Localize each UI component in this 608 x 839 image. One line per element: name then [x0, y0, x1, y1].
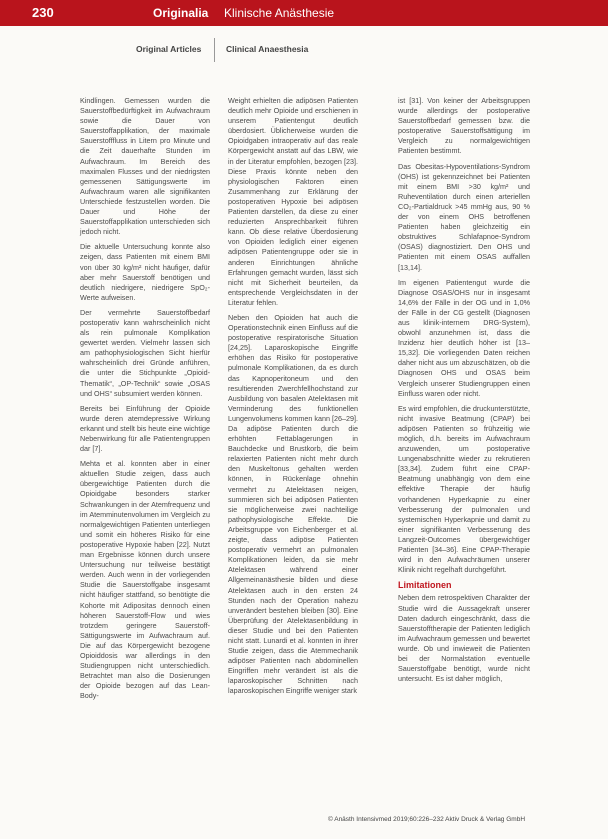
paragraph: Die aktuelle Untersuchung konnte also zeigen, dass Patienten mit einem BMI von über 30 kg/m² nicht häufiger, dafür aber mehr Sauerstoff benötigen und deutlich niedrigere, niedrigere SpO₂-Werte aufweisen.: [80, 242, 210, 302]
section-title: Originalia: [153, 6, 209, 20]
section-heading: Limitationen: [398, 580, 452, 591]
paragraph: Es wird empfohlen, die druckunterstützte, nicht invasive Beatmung (CPAP) bei adipösen Patienten so frühzeitig wie möglich, d.h. bereits im Aufwachraum anzuwenden, um postoperative Lungenabschnitte wieder zu rekrutieren [33,34]. Zudem führt eine CPAP-Beatmung unabhängig von dem eine effektive Therapie der häufig vorhandenen Hyperkapnie zu einer Verbesserung der pulmonalen und systemischen Hyperkapnie und damit zu einer signifikanten Verbesserung des Langzeit-Outcomes übergewichtiger Patienten [34–36]. Eine CPAP-Therapie wird in den Aufwachräumen unserer Klinik nicht regelhaft durchgeführt.: [398, 403, 530, 575]
paragraph: Der vermehrte Sauerstoffbedarf postoperativ kann wahrscheinlich nicht als rein pulmonale Komplikation gewertet werden. Vielmehr lassen sich am pathophysiologischen Sicht hierfür wahrscheinlich drei Gründe anführen, die unter die Stichpunkte „Opioid-Thematik“, „OP-Technik“ sowie „OSAS und OHS“ subsumiert werden können.: [80, 307, 210, 398]
subheader-right: Clinical Anaesthesia: [226, 44, 309, 54]
paragraph: Das Obesitas-Hypoventilations-Syndrom (OHS) ist gekennzeichnet bei Patienten mit einem BMI >30 kg/m² und Ruheventilation durch einen arteriellen CO₂-Partialdruck >45 mmHg aus, 90 % der von einem OHS betroffenen Patienten haben gleichzeitig ein obstruktives Schlafapnoe-Syndrom (OSAS) diagnostiziert. Den OHS und Patienten mit einem OSAS auffallen [13,14].: [398, 161, 530, 272]
subheader-left: Original Articles: [136, 44, 202, 54]
subheader-divider: [214, 38, 215, 62]
footer-citation: © Anästh Intensivmed 2019;60:226–232 Aktiv Druck & Verlag GmbH: [328, 816, 526, 823]
text-column-2: [228, 96, 358, 702]
paragraph: ist [31]. Von keiner der Arbeitsgruppen wurde allerdings der postoperative Sauerstoffbedarf gemessen bzw. die postoperative Sauerstoffsättigung im Vergleich zu normalgewichtigen Patienten bestimmt.: [398, 96, 530, 156]
paragraph: Weight erhielten die adipösen Patienten deutlich mehr Opioide und erschienen in unserem Patientengut deutlich überdosiert. Üblicherweise wurden die Opioidgaben intraoperativ auf das reale Körpergewicht anstatt auf das LBW, wie in der Literatur empfohlen, bezogen [23]. Diese Praxis könnte neben den physiologischen Faktoren einen Zusammenhang zur Erklärung der postoperativen Hypoxie bei adipösen Patienten darstellen, da diese zu einer reduzierten Ansprechbarkeit führen kann. Ob diese relative Überdosierung von Opioiden lediglich einer eigenen adipösen Patientengruppe oder sie in anderen Einrichtungen ähnliche Erfahrungen gemacht wurden, lässt sich nicht mit Sicherheit beurteilen, da entsprechende Vergleichsdaten in der Literatur fehlen.: [228, 96, 358, 307]
paragraph: Neben den Opioiden hat auch die Operationstechnik einen Einfluss auf die postoperative respiratorische Situation [24,25]. Laparoskopische Eingriffe erhöhen das Risiko für postoperative pulmonale Komplikationen, da es durch das Kapnoperitoneum und den resultierenden Zwerchfellhochstand zur Ausbildung von basalen Atelektasen mit Verminderung des funktionellen Lungenvolumens kommen kann [26–29]. Da adipöse Patienten durch die erhöhten Fettablagerungen in Bauchdecke und Brustkorb, die beim relaxierten Patienten nicht mehr durch den Muskeltonus gehalten werden können, in Rückenlage ohnehin vermehrt zu Atelektasen neigen, summieren sich bei adipösen Patienten sie möglicherweise zwei nachteilige pathophysiologische Effekte. Die Arbeitsgruppe von Eichenberger et al. zeigte, dass adipöse Patienten postoperativ vermehrt an pulmonalen Komplikationen leiden, da sie mehr Atelektasen während einer Allgemeinanästhesie bilden und diese Atelektasen auch in den ersten 24 Stunden nach der Operation nahezu unverändert bestehen bleiben [30]. Eine Überprüfung der Atelektasenbildung in dieser Studie und bei den Patienten nicht statt. Lunardi et al. konnten in ihrer Studie zeigen, dass die Atemmechanik adipöser Patienten nach abdominellen Eingriffen mehr verändert ist als die laparoskopischer Schnitten nach laparoskopischen Eingriffe weniger stark: [228, 312, 358, 696]
paragraph: Kindlingen. Gemessen wurden die Sauerstoffbedürftigkeit im Aufwachraum sowie die Dauer von Sauerstoffapplikation, der maximale Sauerstofffluss in Litern pro Minute und die Zeit dauerhafte Stunden im Aufwachraum. Im Bereich des maximalen Flusses und der niedrigsten gemessenen Sättigungswerte im Aufwachraum waren alle signifikanten Unterschiede festzustellen worden. Die Dauer und Höhe der Sauerstoffapplikation unterschieden sich jedoch nicht.: [80, 96, 210, 237]
text-column-1: [80, 96, 210, 706]
text-column-3: [398, 96, 530, 689]
paragraph: Bereits bei Einführung der Opioide wurde deren atemdepressive Wirkung erkannt und stellt bis heute eine wichtige Nebenwirkung für alle Patientengruppen dar [7].: [80, 403, 210, 454]
paragraph: Im eigenen Patientengut wurde die Diagnose OSAS/OHS nur in insgesamt 14,6% der Fälle in der OG und in 1,0% der Fälle in der CG gestellt (Diagnosen aus klinik-internem DRG-System), obwohl anzunehmen ist, dass die Inzidenz hier deutlich höher ist [13–15,32]. Die vorliegenden Daten reichen daher nicht aus um abzuschätzen, ob die Diagnosen OHS und OSAS beim Vergleich unserer Studiengruppen einen Einfluss waren oder nicht.: [398, 277, 530, 398]
paragraph: Neben dem retrospektiven Charakter der Studie wird die Aussagekraft unserer Daten dadurch eingeschränkt, dass die Sauerstofftherapie der Patienten lediglich im Aufwachraum gemessen und bewertet wurde. Ob und inwieweit die Patienten bei der Normalstation eventuelle Sauerstoffgabe benötigt, wurde nicht untersucht. Es ist daher möglich,: [398, 593, 530, 684]
subsection-title: Klinische Anästhesie: [224, 6, 335, 20]
page-number: 230: [32, 5, 54, 20]
header-bar: [0, 0, 608, 26]
paragraph: Mehta et al. konnten aber in einer aktuellen Studie zeigen, dass auch übergewichtige Patienten durch die Opioidgabe besonders starker Schwankungen in der Atemfrequenz und im Atemminutenvolumen im Vergleich zu normalgewichtigen Patienten unterliegen und somit ein höheres Risiko für eine postoperative Hypoxie haben [22]. Nutzt man Ergebnisse können durch unsere Untersuchung nur teilweise bestätigt werden. Auch wenn in der vorliegenden Studie die Sauerstoffgabe insgesamt nicht häufiger stattfand, so benötigte die Kohorte mit Adipositas dennoch einen höheren Sauerstoff-Flow und wies trotzdem geringere Sauerstoff-Sättigungswerte im Aufwachraum auf. Die auf das Körpergewicht bezogene Opioiddosis war allerdings in den Studiengruppen nicht unterschiedlich. Betrachtet man also die Dosierungen der Opioide bezogen auf das Lean-Body-: [80, 459, 210, 701]
